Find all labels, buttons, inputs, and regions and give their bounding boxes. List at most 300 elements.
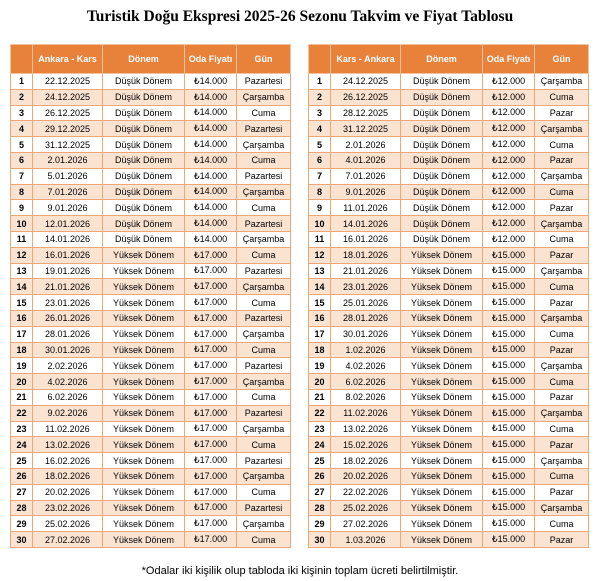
row-index: 11 [11, 231, 33, 247]
price-cell: ₺17.000 [185, 279, 237, 295]
period-cell: Düşük Dönem [401, 216, 483, 232]
row-index: 15 [309, 295, 331, 311]
table-row [309, 200, 589, 216]
day-cell: Çarşamba [535, 74, 589, 90]
price-cell: ₺15.000 [483, 468, 535, 484]
row-index: 27 [11, 484, 33, 500]
date-cell: 4.01.2026 [331, 152, 401, 168]
date-cell: 31.12.2025 [331, 121, 401, 137]
price-cell: ₺14.000 [185, 137, 237, 153]
row-index: 25 [309, 453, 331, 469]
day-cell: Pazartesi [237, 121, 291, 137]
date-cell: 21.01.2026 [33, 279, 103, 295]
period-cell: Yüksek Dönem [401, 468, 483, 484]
price-cell: ₺17.000 [185, 484, 237, 500]
period-cell: Yüksek Dönem [103, 389, 185, 405]
price-cell: ₺15.000 [483, 389, 535, 405]
period-cell: Düşük Dönem [401, 105, 483, 121]
period-cell: Yüksek Dönem [401, 405, 483, 421]
table-row [309, 263, 589, 279]
day-cell: Cuma [237, 389, 291, 405]
column-header-index [309, 45, 331, 74]
table-row [11, 421, 291, 437]
table-row [11, 279, 291, 295]
table-row [309, 421, 589, 437]
row-index: 18 [309, 342, 331, 358]
date-cell: 30.01.2026 [33, 342, 103, 358]
date-cell: 1.03.2026 [331, 532, 401, 548]
table-row [309, 500, 589, 516]
row-index: 26 [11, 468, 33, 484]
table-row [11, 453, 291, 469]
day-cell: Cuma [535, 374, 589, 390]
period-cell: Yüksek Dönem [103, 374, 185, 390]
table-row [11, 374, 291, 390]
day-cell: Cuma [535, 184, 589, 200]
table-row [11, 89, 291, 105]
period-cell: Düşük Dönem [401, 137, 483, 153]
price-cell: ₺14.000 [185, 121, 237, 137]
day-cell: Çarşamba [535, 453, 589, 469]
date-cell: 24.12.2025 [331, 74, 401, 90]
table-row [309, 326, 589, 342]
date-cell: 22.12.2025 [33, 74, 103, 90]
date-cell: 25.02.2026 [331, 500, 401, 516]
day-cell: Cuma [535, 421, 589, 437]
date-cell: 22.02.2026 [331, 484, 401, 500]
table-row [11, 484, 291, 500]
footnote: *Odalar iki kişilik olup tabloda iki kişinin toplam ücreti belirtilmiştir. [141, 565, 459, 577]
table-row [11, 231, 291, 247]
price-cell: ₺17.000 [185, 263, 237, 279]
period-cell: Yüksek Dönem [103, 247, 185, 263]
date-cell: 23.01.2026 [33, 295, 103, 311]
period-cell: Yüksek Dönem [401, 326, 483, 342]
row-index: 17 [309, 326, 331, 342]
period-cell: Yüksek Dönem [401, 247, 483, 263]
date-cell: 4.02.2026 [331, 358, 401, 374]
price-cell: ₺14.000 [185, 200, 237, 216]
row-index: 8 [309, 184, 331, 200]
period-cell: Yüksek Dönem [103, 453, 185, 469]
day-cell: Cuma [237, 484, 291, 500]
day-cell: Cuma [535, 326, 589, 342]
price-cell: ₺14.000 [185, 152, 237, 168]
date-cell: 9.02.2026 [33, 405, 103, 421]
row-index: 21 [11, 389, 33, 405]
day-cell: Çarşamba [237, 231, 291, 247]
period-cell: Düşük Dönem [103, 105, 185, 121]
day-cell: Çarşamba [237, 184, 291, 200]
table-row [11, 247, 291, 263]
column-header-day: Gün [237, 45, 291, 74]
date-cell: 4.02.2026 [33, 374, 103, 390]
date-cell: 28.12.2025 [331, 105, 401, 121]
row-index: 14 [11, 279, 33, 295]
day-cell: Pazar [535, 342, 589, 358]
table-row [309, 358, 589, 374]
price-cell: ₺15.000 [483, 421, 535, 437]
period-cell: Düşük Dönem [103, 152, 185, 168]
period-cell: Yüksek Dönem [103, 310, 185, 326]
period-cell: Yüksek Dönem [401, 532, 483, 548]
row-index: 23 [309, 421, 331, 437]
date-cell: 23.02.2026 [33, 500, 103, 516]
period-cell: Yüksek Dönem [401, 279, 483, 295]
row-index: 4 [11, 121, 33, 137]
row-index: 7 [11, 168, 33, 184]
kars-ankara-table [308, 44, 589, 548]
row-index: 24 [309, 437, 331, 453]
period-cell: Yüksek Dönem [103, 342, 185, 358]
date-cell: 19.01.2026 [33, 263, 103, 279]
period-cell: Yüksek Dönem [401, 263, 483, 279]
price-cell: ₺14.000 [185, 231, 237, 247]
day-cell: Pazartesi [237, 216, 291, 232]
day-cell: Pazar [535, 247, 589, 263]
table-row [11, 137, 291, 153]
day-cell: Çarşamba [237, 516, 291, 532]
column-header-price: Oda Fiyatı [483, 45, 535, 74]
row-index: 12 [11, 247, 33, 263]
price-cell: ₺14.000 [185, 184, 237, 200]
row-index: 18 [11, 342, 33, 358]
price-cell: ₺12.000 [483, 231, 535, 247]
price-cell: ₺14.000 [185, 74, 237, 90]
price-cell: ₺17.000 [185, 453, 237, 469]
price-cell: ₺15.000 [483, 405, 535, 421]
day-cell: Cuma [237, 532, 291, 548]
table-row [309, 516, 589, 532]
day-cell: Çarşamba [237, 279, 291, 295]
price-cell: ₺15.000 [483, 358, 535, 374]
day-cell: Çarşamba [535, 168, 589, 184]
period-cell: Yüksek Dönem [401, 484, 483, 500]
row-index: 8 [11, 184, 33, 200]
price-cell: ₺14.000 [185, 216, 237, 232]
period-cell: Düşük Dönem [103, 231, 185, 247]
row-index: 15 [11, 295, 33, 311]
row-index: 29 [309, 516, 331, 532]
price-cell: ₺15.000 [483, 374, 535, 390]
row-index: 3 [11, 105, 33, 121]
period-cell: Düşük Dönem [401, 74, 483, 90]
period-cell: Yüksek Dönem [103, 468, 185, 484]
column-header-period: Dönem [401, 45, 483, 74]
date-cell: 26.01.2026 [33, 310, 103, 326]
date-cell: 20.02.2026 [33, 484, 103, 500]
period-cell: Düşük Dönem [401, 121, 483, 137]
table-row [309, 437, 589, 453]
table-row [11, 310, 291, 326]
period-cell: Yüksek Dönem [401, 358, 483, 374]
row-index: 20 [309, 374, 331, 390]
row-index: 10 [11, 216, 33, 232]
row-index: 22 [309, 405, 331, 421]
day-cell: Cuma [237, 437, 291, 453]
row-index: 10 [309, 216, 331, 232]
table-header-row [309, 45, 589, 74]
page-title: Turistik Doğu Ekspresi 2025-26 Sezonu Takvim ve Fiyat Tablosu [86, 8, 514, 25]
period-cell: Düşük Dönem [401, 231, 483, 247]
period-cell: Yüksek Dönem [401, 342, 483, 358]
price-cell: ₺12.000 [483, 74, 535, 90]
table-row [309, 310, 589, 326]
period-cell: Yüksek Dönem [103, 437, 185, 453]
date-cell: 14.01.2026 [33, 231, 103, 247]
table-row [309, 216, 589, 232]
day-cell: Pazartesi [237, 358, 291, 374]
table-row [11, 342, 291, 358]
table-body [11, 74, 291, 548]
price-cell: ₺17.000 [185, 500, 237, 516]
day-cell: Pazartesi [237, 168, 291, 184]
row-index: 24 [11, 437, 33, 453]
day-cell: Pazar [535, 437, 589, 453]
column-header-index [11, 45, 33, 74]
date-cell: 5.01.2026 [33, 168, 103, 184]
period-cell: Düşük Dönem [401, 152, 483, 168]
period-cell: Düşük Dönem [401, 184, 483, 200]
day-cell: Çarşamba [535, 216, 589, 232]
date-cell: 13.02.2026 [331, 421, 401, 437]
period-cell: Düşük Dönem [103, 200, 185, 216]
date-cell: 28.01.2026 [33, 326, 103, 342]
day-cell: Çarşamba [237, 374, 291, 390]
price-cell: ₺17.000 [185, 358, 237, 374]
date-cell: 12.01.2026 [33, 216, 103, 232]
day-cell: Çarşamba [237, 326, 291, 342]
row-index: 2 [11, 89, 33, 105]
date-cell: 1.02.2026 [331, 342, 401, 358]
date-cell: 31.12.2025 [33, 137, 103, 153]
row-index: 3 [309, 105, 331, 121]
price-cell: ₺12.000 [483, 152, 535, 168]
day-cell: Cuma [535, 516, 589, 532]
day-cell: Cuma [237, 342, 291, 358]
day-cell: Çarşamba [535, 500, 589, 516]
column-header-price: Oda Fiyatı [185, 45, 237, 74]
period-cell: Düşük Dönem [103, 137, 185, 153]
price-cell: ₺15.000 [483, 516, 535, 532]
table-row [309, 374, 589, 390]
table-row [309, 152, 589, 168]
date-cell: 2.01.2026 [33, 152, 103, 168]
day-cell: Pazar [535, 152, 589, 168]
row-index: 9 [11, 200, 33, 216]
period-cell: Yüksek Dönem [103, 405, 185, 421]
row-index: 19 [11, 358, 33, 374]
price-cell: ₺15.000 [483, 295, 535, 311]
table-row [309, 89, 589, 105]
day-cell: Pazar [535, 105, 589, 121]
row-index: 4 [309, 121, 331, 137]
period-cell: Yüksek Dönem [103, 279, 185, 295]
period-cell: Yüksek Dönem [103, 295, 185, 311]
price-cell: ₺12.000 [483, 105, 535, 121]
day-cell: Cuma [535, 231, 589, 247]
date-cell: 18.02.2026 [331, 453, 401, 469]
row-index: 13 [309, 263, 331, 279]
price-cell: ₺17.000 [185, 295, 237, 311]
period-cell: Yüksek Dönem [401, 389, 483, 405]
date-cell: 21.01.2026 [331, 263, 401, 279]
column-header-date: Kars - Ankara [331, 45, 401, 74]
table-row [11, 74, 291, 90]
period-cell: Düşük Dönem [103, 184, 185, 200]
table-row [309, 74, 589, 90]
date-cell: 8.02.2026 [331, 389, 401, 405]
day-cell: Pazar [535, 200, 589, 216]
price-cell: ₺12.000 [483, 137, 535, 153]
period-cell: Yüksek Dönem [103, 484, 185, 500]
column-header-date: Ankara - Kars [33, 45, 103, 74]
row-index: 6 [11, 152, 33, 168]
table-row [11, 516, 291, 532]
price-cell: ₺12.000 [483, 168, 535, 184]
table-row [309, 389, 589, 405]
period-cell: Düşük Dönem [103, 74, 185, 90]
day-cell: Çarşamba [237, 137, 291, 153]
date-cell: 15.02.2026 [331, 437, 401, 453]
table-row [11, 532, 291, 548]
date-cell: 7.01.2026 [331, 168, 401, 184]
price-cell: ₺12.000 [483, 121, 535, 137]
date-cell: 28.01.2026 [331, 310, 401, 326]
ankara-kars-table [10, 44, 291, 548]
date-cell: 16.02.2026 [33, 453, 103, 469]
period-cell: Yüksek Dönem [401, 295, 483, 311]
day-cell: Pazartesi [237, 74, 291, 90]
date-cell: 6.02.2026 [33, 389, 103, 405]
row-index: 21 [309, 389, 331, 405]
day-cell: Pazartesi [237, 453, 291, 469]
date-cell: 24.12.2025 [33, 89, 103, 105]
day-cell: Çarşamba [237, 89, 291, 105]
row-index: 20 [11, 374, 33, 390]
period-cell: Yüksek Dönem [103, 532, 185, 548]
table-row [11, 216, 291, 232]
date-cell: 13.02.2026 [33, 437, 103, 453]
table-row [11, 121, 291, 137]
row-index: 13 [11, 263, 33, 279]
period-cell: Yüksek Dönem [401, 374, 483, 390]
table-row [309, 105, 589, 121]
price-cell: ₺15.000 [483, 484, 535, 500]
row-index: 5 [309, 137, 331, 153]
table-row [309, 453, 589, 469]
table-row [11, 326, 291, 342]
price-cell: ₺17.000 [185, 468, 237, 484]
price-cell: ₺17.000 [185, 405, 237, 421]
table-row [309, 532, 589, 548]
price-cell: ₺17.000 [185, 326, 237, 342]
date-cell: 2.01.2026 [331, 137, 401, 153]
period-cell: Yüksek Dönem [401, 421, 483, 437]
period-cell: Düşük Dönem [401, 89, 483, 105]
date-cell: 7.01.2026 [33, 184, 103, 200]
price-cell: ₺15.000 [483, 326, 535, 342]
date-cell: 14.01.2026 [331, 216, 401, 232]
date-cell: 11.01.2026 [331, 200, 401, 216]
row-index: 6 [309, 152, 331, 168]
table-row [309, 247, 589, 263]
date-cell: 9.01.2026 [331, 184, 401, 200]
day-cell: Cuma [535, 137, 589, 153]
table-row [309, 184, 589, 200]
row-index: 1 [309, 74, 331, 90]
price-cell: ₺17.000 [185, 389, 237, 405]
date-cell: 26.12.2025 [33, 105, 103, 121]
day-cell: Pazartesi [237, 310, 291, 326]
table-row [11, 437, 291, 453]
date-cell: 20.02.2026 [331, 468, 401, 484]
price-cell: ₺15.000 [483, 532, 535, 548]
price-cell: ₺12.000 [483, 89, 535, 105]
day-cell: Pazar [535, 484, 589, 500]
day-cell: Pazar [535, 295, 589, 311]
price-cell: ₺15.000 [483, 500, 535, 516]
date-cell: 25.01.2026 [331, 295, 401, 311]
table-row [309, 137, 589, 153]
table-row [309, 484, 589, 500]
period-cell: Yüksek Dönem [103, 421, 185, 437]
row-index: 7 [309, 168, 331, 184]
price-cell: ₺17.000 [185, 342, 237, 358]
period-cell: Düşük Dönem [103, 216, 185, 232]
row-index: 30 [11, 532, 33, 548]
row-index: 26 [309, 468, 331, 484]
date-cell: 18.02.2026 [33, 468, 103, 484]
period-cell: Yüksek Dönem [103, 263, 185, 279]
day-cell: Çarşamba [237, 421, 291, 437]
period-cell: Düşük Dönem [103, 89, 185, 105]
row-index: 19 [309, 358, 331, 374]
price-cell: ₺17.000 [185, 421, 237, 437]
row-index: 14 [309, 279, 331, 295]
table-row [11, 105, 291, 121]
period-cell: Yüksek Dönem [103, 326, 185, 342]
price-cell: ₺12.000 [483, 184, 535, 200]
table-row [11, 263, 291, 279]
date-cell: 9.01.2026 [33, 200, 103, 216]
row-index: 23 [11, 421, 33, 437]
period-cell: Yüksek Dönem [103, 516, 185, 532]
period-cell: Yüksek Dönem [401, 437, 483, 453]
table-row [309, 168, 589, 184]
date-cell: 27.02.2026 [331, 516, 401, 532]
date-cell: 6.02.2026 [331, 374, 401, 390]
day-cell: Cuma [535, 468, 589, 484]
table-row [309, 231, 589, 247]
price-cell: ₺17.000 [185, 247, 237, 263]
period-cell: Yüksek Dönem [401, 516, 483, 532]
price-cell: ₺15.000 [483, 263, 535, 279]
table-row [11, 468, 291, 484]
day-cell: Cuma [237, 152, 291, 168]
day-cell: Pazar [535, 389, 589, 405]
date-cell: 27.02.2026 [33, 532, 103, 548]
day-cell: Çarşamba [535, 358, 589, 374]
table-row [11, 389, 291, 405]
row-index: 27 [309, 484, 331, 500]
date-cell: 29.12.2025 [33, 121, 103, 137]
day-cell: Çarşamba [535, 121, 589, 137]
table-row [11, 358, 291, 374]
day-cell: Cuma [237, 295, 291, 311]
price-cell: ₺17.000 [185, 374, 237, 390]
date-cell: 18.01.2026 [331, 247, 401, 263]
